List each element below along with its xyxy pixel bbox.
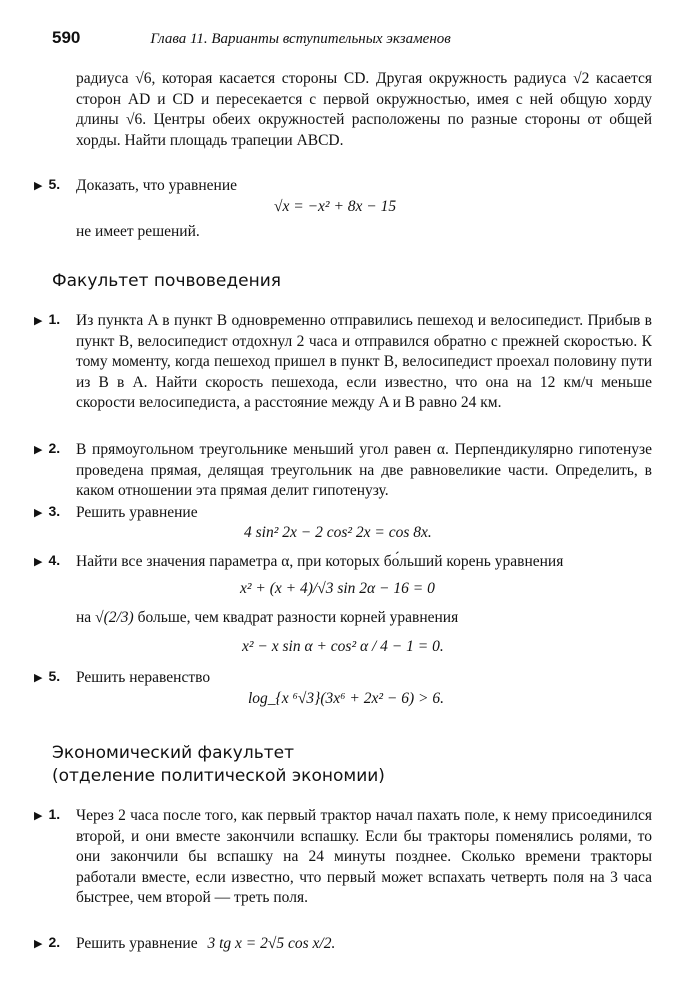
problem-marker: ▶ 1. xyxy=(34,311,61,327)
problem-marker: ▶ 4. xyxy=(34,552,61,568)
running-head: Глава 11. Варианты вступительных экзаменов xyxy=(150,31,451,47)
problem-text: Решить уравнение xyxy=(76,504,198,521)
triangle-bullet-icon: ▶ xyxy=(34,315,43,327)
equation: 4 sin² 2x − 2 cos² 2x = cos 8x. xyxy=(244,524,432,541)
page-header xyxy=(52,28,640,48)
section-title: Экономический факультет (отделение политической экономии) xyxy=(52,743,385,786)
triangle-bullet-icon: ▶ xyxy=(34,444,43,456)
problem-marker: ▶ 2. xyxy=(34,440,61,456)
problem-marker: ▶ 3. xyxy=(34,503,61,519)
problem-text: Решить неравенство xyxy=(76,669,211,686)
triangle-bullet-icon: ▶ xyxy=(34,180,43,192)
problem-marker: ▶ 5. xyxy=(34,668,61,684)
problem-text: не имеет решений. xyxy=(76,223,200,240)
problem-text: Через 2 часа после того, как первый трактор начал пахать поле, к нему присоединился второй, и они вместе закончили вспашку. Если бы тракторы поменялись ролями, то они закончили бы вспашку на 24 минуты позднее. Сколько времени тракторы работали вместе, если известно, что первый может вспахать четверть поля на 3 часа быстрее, чем второй — треть поля. xyxy=(76,807,652,906)
problem-text-line: Решить уравнение 3 tg x = 2√5 cos x/2. xyxy=(76,935,336,952)
triangle-bullet-icon: ▶ xyxy=(34,810,43,822)
triangle-bullet-icon: ▶ xyxy=(34,507,43,519)
equation: 3 tg x = 2√5 cos x/2. xyxy=(207,935,336,952)
equation: x² − x sin α + cos² α / 4 − 1 = 0. xyxy=(242,638,444,655)
problem-marker: ▶ 5. xyxy=(34,176,61,192)
problem-text: В прямоугольном треугольнике меньший угол равен α. Перпендикулярно гипотенузе проведена прямая, делящая треугольник на две равновеликие части. Определить, в каком отношении эта прямая делит гипотенузу. xyxy=(76,441,652,499)
triangle-bullet-icon: ▶ xyxy=(34,556,43,568)
page-number: 590 xyxy=(52,28,81,47)
section-title: Факультет почвоведения xyxy=(52,271,281,291)
problem-text: Из пункта A в пункт B одновременно отправились пешеход и велосипедист. Прибыв в пункт B, велосипедист отдохнул 2 часа и отправился обратно с прежней скоростью. К тому моменту, когда пешеход пришел в пункт B, велосипедист проехал половину пути из B в A. Найти скорость пешехода, если известно, что она на 12 км/ч меньше скорости велосипедиста, а расстояние между A и B равно 24 км. xyxy=(76,312,652,411)
triangle-bullet-icon: ▶ xyxy=(34,672,43,684)
equation: log_{x ⁶√3}(3x⁶ + 2x² − 6) > 6. xyxy=(248,690,444,707)
problem-text-line: на √(2/3) больше, чем квадрат разности корней уравнения xyxy=(76,609,459,626)
problem-marker: ▶ 1. xyxy=(34,806,61,822)
problem-marker: ▶ 2. xyxy=(34,934,61,950)
equation: √x = −x² + 8x − 15 xyxy=(274,198,397,215)
equation: x² + (x + 4)/√3 sin 2α − 16 = 0 xyxy=(240,580,435,597)
triangle-bullet-icon: ▶ xyxy=(34,938,43,950)
problem-text: Доказать, что уравнение xyxy=(76,177,238,194)
sqrt-fraction: √(2/3) xyxy=(95,609,134,626)
continuation-paragraph: радиуса √6, которая касается стороны CD. Другая окружность радиуса √2 касается сторон AD и CD и пересекается с первой окружностью, имея с ней общую хорду длины √6. Центры обеих окружностей расположены по разные стороны от общей хорды. Найти площадь трапеции ABCD. xyxy=(76,70,652,149)
problem-text: Найти все значения параметра α, при которых бо́льший корень уравнения xyxy=(76,553,564,570)
